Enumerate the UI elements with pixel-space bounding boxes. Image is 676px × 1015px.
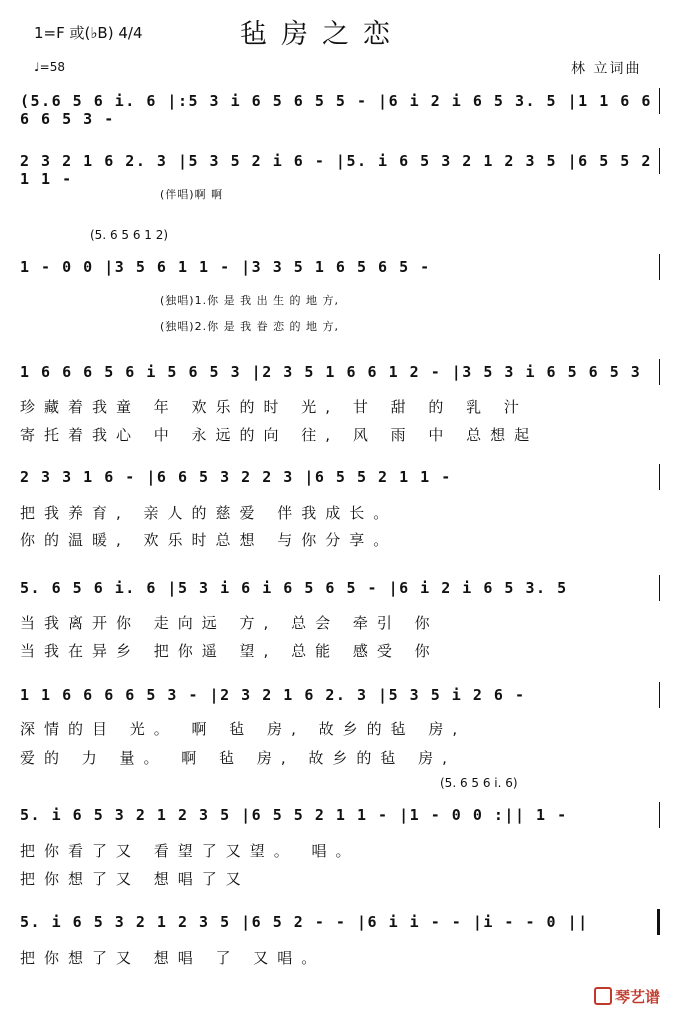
lyric-line: 把你想了又 想唱了又 [20, 870, 250, 888]
note-line: 2 3 2 1 6 2. 3 |5 3 5 2 i 6 - |5. i 6 5 3 2 1 2 3 5 |6 5 5 2 1 1 - [20, 152, 652, 188]
tempo-marking: ♩=58 [34, 60, 65, 74]
lyric-line: 珍藏着我童 年 欢乐的时 光, 甘 甜 的 乳 汁 [20, 398, 528, 416]
lyric-line: (伴唱)啊 啊 [160, 188, 224, 201]
author-credit: 林 立词曲 [571, 61, 642, 77]
lyric-line: (独唱)2.你 是 我 眷 恋 的 地 方, [160, 320, 340, 333]
note-line: 1 - 0 0 |3 5 6 1 1 - |3 3 5 1 6 5 6 5 - [20, 258, 431, 276]
barline [659, 254, 660, 280]
logo-icon [594, 987, 612, 1005]
barline [659, 682, 660, 708]
song-title: 毡房之恋 [240, 19, 404, 50]
note-line: (5.6 5 6 i. 6 |:5 3 i 6 5 6 5 5 - |6 i 2 i 6 5 3. 5 |1 1 6 6 6 6 5 3 - [20, 92, 652, 128]
barline [659, 88, 660, 114]
barline [659, 575, 660, 601]
lyric-line: 你的温暖, 欢乐时总想 与你分享。 [20, 531, 398, 549]
watermark-text: 琴艺谱 [614, 988, 660, 1006]
note-line: 5. i 6 5 3 2 1 2 3 5 |6 5 2 - - |6 i i - - |i - - 0 || [20, 913, 589, 931]
note-line: 1 6 6 6 5 6 i 5 6 5 3 |2 3 5 1 6 6 1 2 - |3 5 3 i 6 5 6 5 3 [20, 363, 642, 381]
lyric-line: (独唱)1.你 是 我 出 生 的 地 方, [160, 294, 340, 307]
lyric-line: 把你想了又 想唱 了 又唱。 [20, 949, 326, 967]
intro-annotation: (5. 6 5 6 1 2) [90, 228, 169, 242]
lyric-line: 把我养育, 亲人的慈爱 伴我成长。 [20, 504, 398, 522]
barline [659, 464, 660, 490]
lyric-line: 当我离开你 走向远 方, 总会 牵引 你 [20, 614, 439, 632]
watermark [594, 986, 660, 1007]
note-line: 1 1 6 6 6 6 5 3 - |2 3 2 1 6 2. 3 |5 3 5 i 2 6 - [20, 686, 526, 704]
lyric-line: 把你看了又 看望了又望。 唱。 [20, 842, 360, 860]
intro-annotation: (5. 6 5 6 i. 6) [440, 776, 518, 790]
lyric-line: 爱的 力 量。 啊 毡 房, 故乡的毡 房, [20, 749, 456, 767]
note-line: 2 3 3 1 6 - |6 6 5 3 2 2 3 |6 5 5 2 1 1 - [20, 468, 452, 486]
key-signature: 1=F 或(♭B) 4/4 [34, 24, 143, 42]
note-line: 5. i 6 5 3 2 1 2 3 5 |6 5 5 2 1 1 - |1 - 0 0 :|| 1 - [20, 806, 568, 824]
barline [659, 802, 660, 828]
note-line: 5. 6 5 6 i. 6 |5 3 i 6 i 6 5 6 5 - |6 i 2 i 6 5 3. 5 [20, 579, 568, 597]
lyric-line: 深情的目 光。 啊 毡 房, 故乡的毡 房, [20, 720, 467, 738]
barline [657, 909, 660, 935]
lyric-line: 寄托着我心 中 永远的向 往, 风 雨 中 总想起 [20, 426, 539, 444]
barline [659, 359, 660, 385]
barline [659, 148, 660, 174]
lyric-line: 当我在异乡 把你遥 望, 总能 感受 你 [20, 642, 439, 660]
